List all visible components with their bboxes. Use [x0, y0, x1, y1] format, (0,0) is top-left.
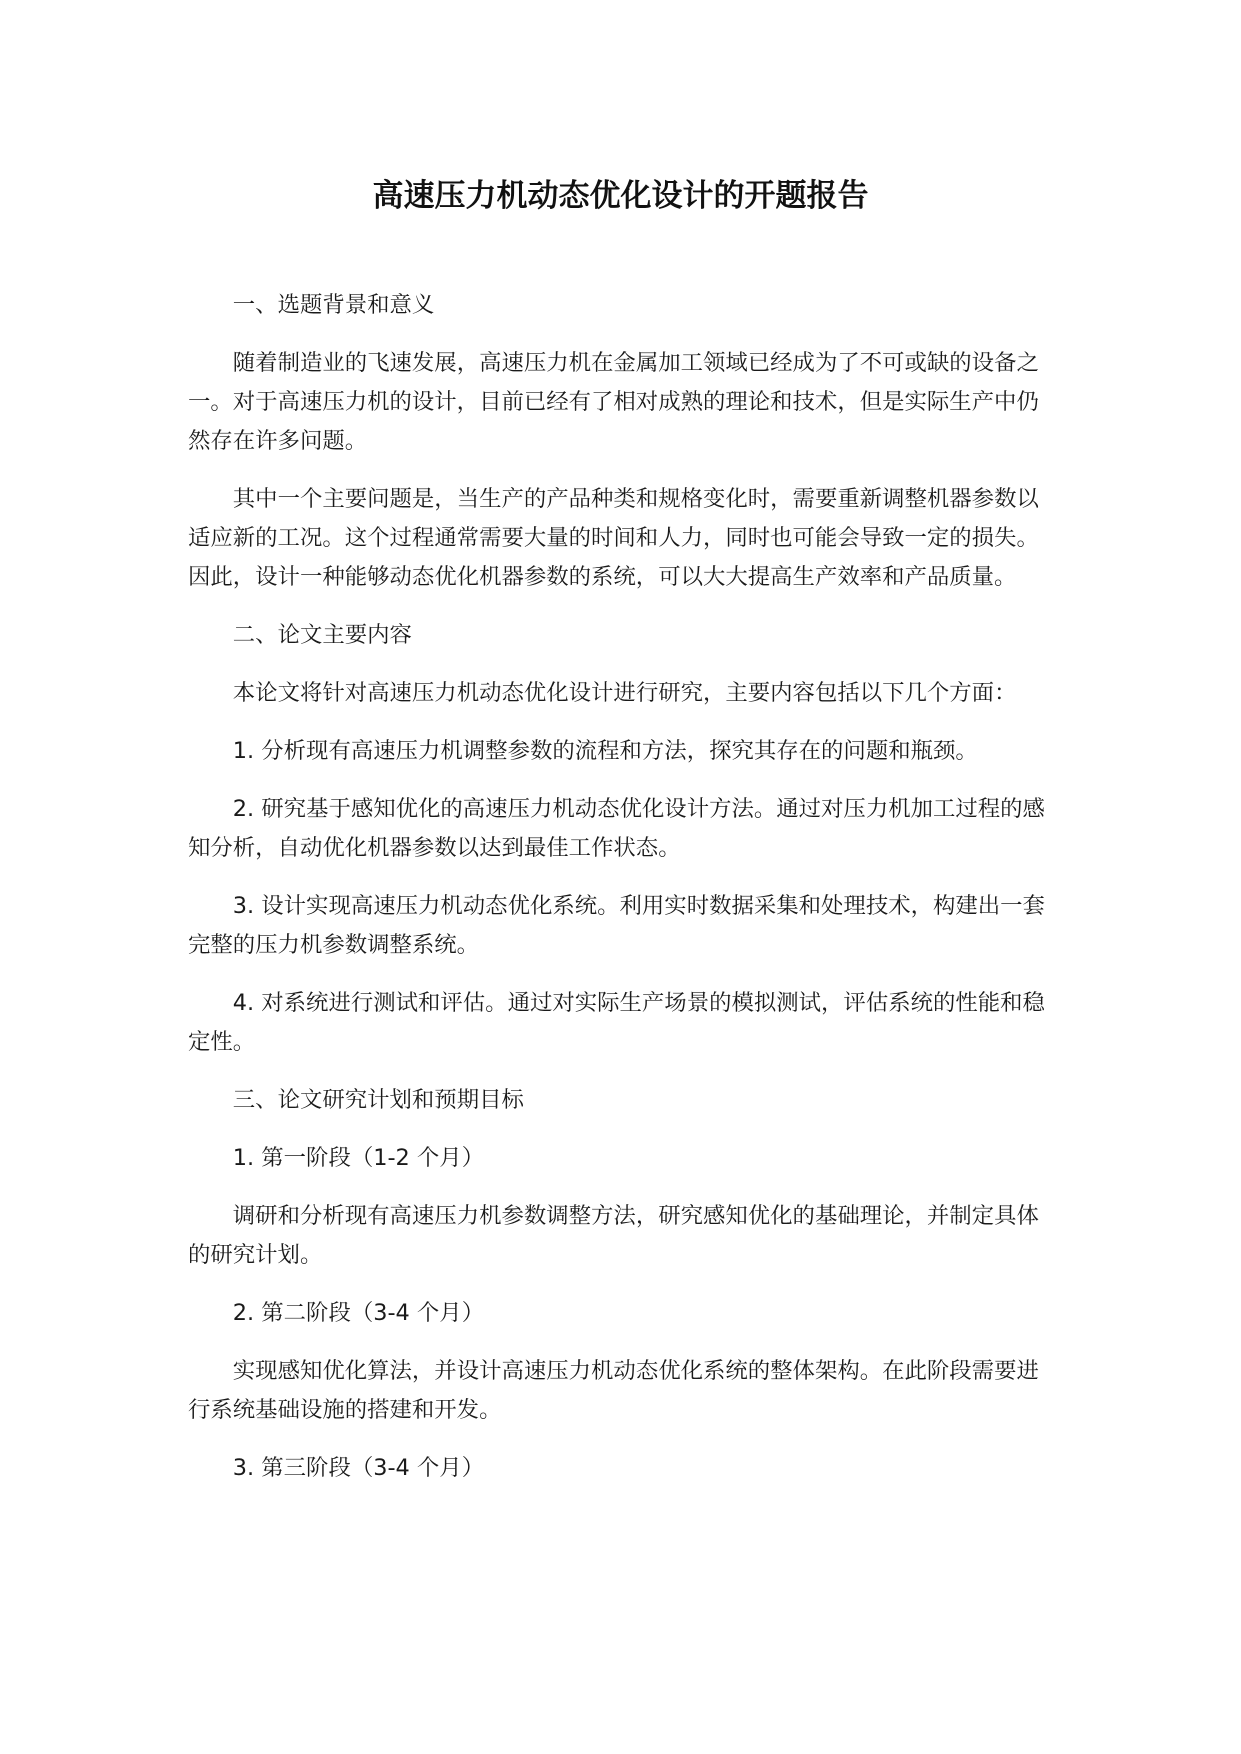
- section-heading-content: 二、论文主要内容: [232, 622, 412, 648]
- paragraph: 调研和分析现有高速压力机参数调整方法，研究感知优化的基础理论，并制定具体的研究计划。: [188, 1203, 1039, 1268]
- paragraph: 实现感知优化算法，并设计高速压力机动态优化系统的整体架构。在此阶段需要进行系统基础设施的搭建和开发。: [188, 1358, 1039, 1423]
- paragraph: 本论文将针对高速压力机动态优化设计进行研究，主要内容包括以下几个方面：: [232, 680, 1017, 706]
- stage-heading: 1. 第一阶段（1-2 个月）: [232, 1145, 485, 1171]
- paragraph: 其中一个主要问题是，当生产的产品种类和规格变化时，需要重新调整机器参数以适应新的工况。这个过程通常需要大量的时间和人力，同时也可能会导致一定的损失。因此，设计一种能够动态优化机器参数的系统，可以大大提高生产效率和产品质量。: [188, 486, 1039, 590]
- list-item: 2. 研究基于感知优化的高速压力机动态优化设计方法。通过对压力机加工过程的感知分析，自动优化机器参数以达到最佳工作状态。: [188, 796, 1045, 861]
- stage-heading: 2. 第二阶段（3-4 个月）: [232, 1300, 485, 1326]
- section-heading-background: 一、选题背景和意义: [232, 292, 435, 318]
- stage-heading: 3. 第三阶段（3-4 个月）: [232, 1455, 485, 1481]
- list-item: 3. 设计实现高速压力机动态优化系统。利用实时数据采集和处理技术，构建出一套完整的压力机参数调整系统。: [188, 893, 1045, 958]
- section-heading-plan: 三、论文研究计划和预期目标: [232, 1087, 524, 1113]
- paragraph: 随着制造业的飞速发展，高速压力机在金属加工领域已经成为了不可或缺的设备之一。对于高速压力机的设计，目前已经有了相对成熟的理论和技术，但是实际生产中仍然存在许多问题。: [188, 350, 1039, 454]
- list-item: 4. 对系统进行测试和评估。通过对实际生产场景的模拟测试，评估系统的性能和稳定性。: [188, 990, 1045, 1055]
- document-title: 高速压力机动态优化设计的开题报告: [372, 178, 869, 214]
- list-item: 1. 分析现有高速压力机调整参数的流程和方法，探究其存在的问题和瓶颈。: [232, 738, 978, 764]
- document-body: [188, 286, 1056, 1507]
